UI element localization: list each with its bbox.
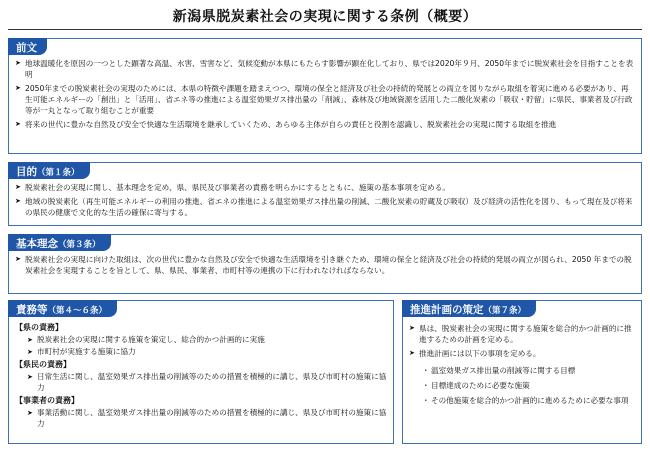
arrow-marker-icon: ➤ xyxy=(15,59,21,67)
principle-section xyxy=(8,234,642,294)
duties-section xyxy=(8,300,394,444)
duty-item-text: 脱炭素社会の実現に関する施策を策定し、総合的かつ計画的に実施 xyxy=(37,335,265,344)
arrow-marker-icon: ➤ xyxy=(27,336,33,344)
purpose-item-text: 脱炭素社会の実現に関し、基本理念を定め、県、県民及び事業者の責務を明らかにするとともに、施策の基本事項を定める。 xyxy=(25,183,450,192)
plan-article: （第７条） xyxy=(483,306,527,316)
plan-subitem-text: その他施策を総合的かつ計画的に進めるために必要な事項 xyxy=(431,396,629,405)
preamble-item-text: 将来の世代に豊かな自然及び安全で快適な生活環境を継承していくため、あらゆる主体が自らの責任と役割を認識し、脱炭素社会の実現に関する取組を推進 xyxy=(25,120,557,129)
arrow-marker-icon: ➤ xyxy=(27,373,33,381)
duties-heading xyxy=(8,300,117,317)
preamble-heading xyxy=(8,38,47,55)
arrow-marker-icon: ➤ xyxy=(15,197,21,205)
duty-item-text: 事業活動に関し、温室効果ガス排出量の削減等のための措置を積極的に講じ、県及び市町村の施策に協力 xyxy=(37,408,387,428)
purpose-item xyxy=(15,196,635,218)
arrow-marker-icon: ➤ xyxy=(27,347,33,356)
plan-subitem-text: 目標達成のために必要な施策 xyxy=(431,381,530,390)
plan-subitem xyxy=(409,380,635,391)
preamble-item xyxy=(15,119,635,130)
duty-item-text: 市町村が実施する施策に協力 xyxy=(37,346,136,356)
duty-item-text: 日常生活に関し、温室効果ガス排出量の削減等のための措置を積極的に講じ、県及び市町村の施策に協力 xyxy=(37,372,387,392)
bullet-dot-icon: ・ xyxy=(422,381,430,390)
plan-item xyxy=(409,348,635,359)
preamble-item xyxy=(15,83,635,116)
title-underline xyxy=(8,29,642,30)
duty-group-label: 【県民の責務】 xyxy=(15,360,71,369)
preamble-item xyxy=(15,58,635,80)
page-title: 新潟県脱炭素社会の実現に関する条例（概要） xyxy=(172,9,478,25)
plan-item-text: 県は、脱炭素社会の実現に関する施策を総合的かつ計画的に推進するための計画を定める。 xyxy=(419,324,632,344)
arrow-marker-icon: ➤ xyxy=(15,255,21,263)
arrow-marker-icon: ➤ xyxy=(27,409,33,417)
purpose-item xyxy=(15,182,635,193)
plan-subitem xyxy=(409,365,635,376)
arrow-marker-icon: ➤ xyxy=(15,120,21,128)
plan-subitem-text: 温室効果ガス排出量の削減等に関する目標 xyxy=(431,366,576,375)
plan-heading-text: 推進計画の策定 xyxy=(410,304,484,316)
duty-item xyxy=(15,335,387,346)
bullet-dot-icon: ・ xyxy=(422,366,430,375)
arrow-marker-icon: ➤ xyxy=(409,349,415,357)
principle-item-text: 脱炭素社会の実現に向けた取組は、次の世代に豊かな自然及び安全で快適な生活環境を引き継ぐため、環境の保全と経済及び社会の持続的発展の両立が図られ、2050 年までの脱炭素社会を実現することを旨として、県、県民、事業者、市町村等の連携の下に行われなければならない。 xyxy=(25,255,632,275)
duty-item xyxy=(15,347,387,358)
duty-group-label: 【県の責務】 xyxy=(15,323,63,332)
plan-item-text: 推進計画には以下の事項を定める。 xyxy=(419,349,541,358)
plan-heading xyxy=(402,300,536,317)
principle-item xyxy=(15,254,635,276)
duty-item xyxy=(15,372,387,393)
principle-heading xyxy=(8,234,111,251)
plan-item xyxy=(409,323,635,345)
purpose-section xyxy=(8,162,642,226)
preamble-item-text: 2050年までの脱炭素社会の実現のためには、本県の特徴や課題を踏まえつつ、環境の保全と経済及び社会の持続的発展との両立を図りながら取組を着実に進める必要があり、再生可能エネルギーの「創出」と「活用」、省エネ等の推進による温室効果ガス排出量の「削減」、森林及び地域資源を活用した二酸化炭素の「吸収・貯留」に県民、事業者及び行政等が一丸となって取り組むことが重要 xyxy=(25,84,633,115)
preamble-section xyxy=(8,38,642,154)
preamble-heading-text: 前文 xyxy=(16,42,37,54)
principle-article: （第３条） xyxy=(58,240,101,250)
preamble-item-text: 地球温暖化を原因の一つとした顕著な高温、水害、雪害など、気候変動が本県にもたらす影響が顕在化しており、県では2020年９月、2050年までに脱炭素社会を目指すことを表明 xyxy=(25,59,634,79)
arrow-marker-icon: ➤ xyxy=(409,324,415,332)
purpose-article: （第１条） xyxy=(37,168,80,178)
bullet-dot-icon: ・ xyxy=(422,396,430,405)
duty-item xyxy=(15,408,387,429)
duties-article: （第４〜６条） xyxy=(47,306,108,316)
plan-subitem xyxy=(409,395,635,406)
principle-heading-text: 基本理念 xyxy=(16,238,58,250)
purpose-heading-text: 目的 xyxy=(16,166,37,178)
purpose-heading xyxy=(8,162,90,179)
duty-group-label: 【事業者の責務】 xyxy=(15,396,79,405)
arrow-marker-icon: ➤ xyxy=(15,84,21,92)
purpose-item-text: 地域の脱炭素化（再生可能エネルギーの利用の推進、省エネの推進による温室効果ガス排出量の削減、二酸化炭素の貯蔵及び吸収）及び経済の活性化を図り、もって現在及び将来の県民の健康で文化的な生活の確保に寄与する。 xyxy=(25,197,633,217)
duties-heading-text: 責務等 xyxy=(16,304,48,316)
arrow-marker-icon: ➤ xyxy=(15,183,21,191)
plan-section xyxy=(402,300,642,444)
